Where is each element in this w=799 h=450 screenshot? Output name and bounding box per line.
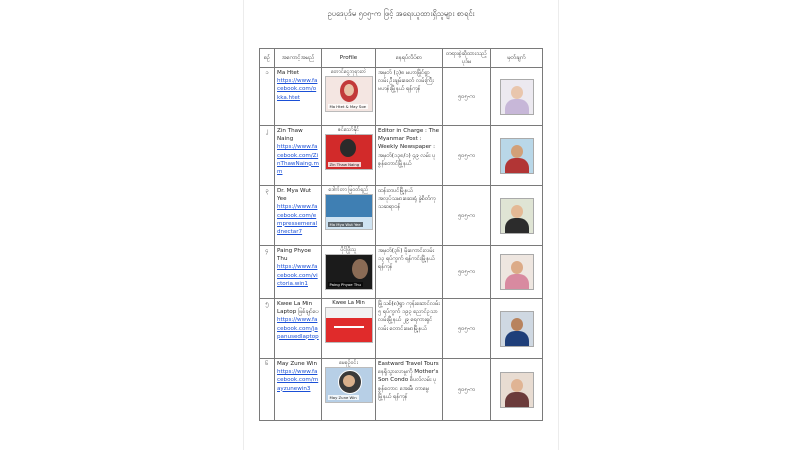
- profile-caption: Paing Phyoe Thu: [329, 281, 361, 287]
- person-photo: [500, 138, 534, 174]
- account-link[interactable]: https://www.facebook.com/mayzunewin3: [277, 369, 319, 392]
- row-number: ၅: [260, 299, 275, 359]
- account-link[interactable]: https://www.facebook.com/victoria.win1: [277, 264, 318, 287]
- section-cell: ၅၀၅-က: [443, 126, 491, 186]
- address-cell: အမှတ်(၃၆) မိုးကောင်းလမ်း ၁၃ ရပ်ကွက် ရန်ကင်းမြို့နယ် ရန်ကုန်: [376, 246, 443, 299]
- profile-cell: [322, 126, 376, 186]
- remark-cell: [491, 299, 543, 359]
- account-cell: [275, 246, 322, 299]
- account-name: Zin Thaw Naing: [277, 128, 303, 143]
- header-no: စဉ်: [260, 49, 275, 68]
- account-name: Ma Htet: [277, 70, 300, 77]
- remark-cell: [491, 359, 543, 421]
- account-link[interactable]: https://www.facebook.com/japanusedlaptop: [277, 317, 319, 340]
- address-cell: Editor in Charge : The Myanmar Post : Weekly Newspaper : အမှတ်(၁၃၈/၁) ၄၉ လမ်း ပုဇွန်တောင်မြို့နယ်: [376, 126, 443, 186]
- section-cell: ၅၀၅-က: [443, 246, 491, 299]
- profile-cell: [322, 246, 376, 299]
- account-cell: [275, 299, 322, 359]
- account-cell: [275, 359, 322, 421]
- section-cell: ၅၀၅-က: [443, 359, 491, 421]
- profile-name: တောင်ငွေဘုရားတဲ: [330, 69, 367, 76]
- profile-cell: [322, 68, 376, 126]
- profile-image: [325, 134, 373, 170]
- person-photo: [500, 372, 534, 408]
- profile-name: ဇင်သော်နိုင်: [337, 127, 360, 134]
- row-number: ၁: [260, 68, 275, 126]
- account-link[interactable]: https://www.facebook.com/ZinThawNaing.mm: [277, 144, 319, 175]
- table-row: [260, 359, 543, 421]
- profile-image: [325, 194, 373, 230]
- table-row: [260, 299, 543, 359]
- table-row: [260, 126, 543, 186]
- account-cell: [275, 68, 322, 126]
- profile-caption: Ma Mya Wut Yee: [329, 221, 361, 227]
- account-link[interactable]: https://www.facebook.com/empressemeraldnectar7: [277, 204, 318, 235]
- account-link[interactable]: https://www.facebook.com/okka.htet: [277, 78, 318, 101]
- row-number: ၄: [260, 246, 275, 299]
- profile-image: [325, 367, 373, 403]
- header-remark: မှတ်ချက်: [491, 49, 543, 68]
- row-number: ၃: [260, 186, 275, 246]
- section-cell: ၅၀၅-က: [443, 299, 491, 359]
- person-photo: [500, 198, 534, 234]
- profile-cell: [322, 186, 376, 246]
- table-row: [260, 186, 543, 246]
- remark-cell: [491, 126, 543, 186]
- remark-cell: [491, 68, 543, 126]
- address-cell: Eastward Travel Tours နေရှိသွားလာမှုကို Mother's Son Condo စိပလ်လမ်း ပုဇွန်တောင အေးမီ၊ တာမွေမြို့နယ် ရန်ကုန်: [376, 359, 443, 421]
- profile-cell: [322, 299, 376, 359]
- remark-cell: [491, 246, 543, 299]
- account-cell: [275, 186, 322, 246]
- profile-name: မေစုဉ်ဝင်း: [339, 360, 358, 367]
- profile-name: ပိုင်ဖြိုးသူ: [340, 247, 357, 254]
- profile-name: ဒေါက်တာ မြဝတ်ရည်: [328, 187, 369, 194]
- profile-caption: Ma Htet & May Soe: [329, 103, 366, 109]
- header-section: တရားစွဲဆိုထားသည့်ပုဒ်မ: [443, 49, 491, 68]
- address-cell: ထန်းတပင်မြို့နယ် အလုပ်သမားဆေးရုံ ခွဲစိတ်ကုသဆရာဝန်: [376, 186, 443, 246]
- header-account: အကောင့်အမည်: [275, 49, 322, 68]
- row-number: ၆: [260, 359, 275, 421]
- profile-image: [325, 307, 373, 343]
- person-photo: [500, 254, 534, 290]
- profile-caption: Zin Thaw Naing: [329, 161, 360, 167]
- account-cell: [275, 126, 322, 186]
- profile-image: [325, 76, 373, 112]
- profile-caption: May Zune Win: [329, 394, 357, 400]
- person-photo: [500, 79, 534, 115]
- header-profile: Profile: [322, 49, 376, 68]
- account-name: Paing Phyoe Thu: [277, 248, 312, 263]
- profile-name: Kwee La Min: [332, 300, 365, 307]
- table-row: [260, 68, 543, 126]
- account-name: Dr. Mya Wut Yee: [277, 188, 312, 203]
- profile-cell: [322, 359, 376, 421]
- table-row: [260, 246, 543, 299]
- account-name: Kwee La Min Laptop ဖြစ်ချင်ပေ: [277, 301, 319, 316]
- table-header-row: [260, 49, 543, 68]
- section-cell: ၅၀၅-က: [443, 186, 491, 246]
- profile-image: [325, 254, 373, 290]
- section-cell: ၅၀၅-က: [443, 68, 491, 126]
- account-name: May Zune Win: [277, 361, 317, 368]
- accused-table: [259, 48, 543, 421]
- person-photo: [500, 311, 534, 347]
- document-page: [243, 0, 559, 450]
- address-cell: မြို့သစ်(၈)ရွာ ကုန်းဆောင်လမ်း ၅ ရပ်ကွက် ၁၉၃ ညောင်ဥသာလမ်းမြို့နယ် ၂၉ ရေကားရှင် လမ်း တောင်းမောမြို့နယ်: [376, 299, 443, 359]
- header-address: နေရပ်လိပ်စာ: [376, 49, 443, 68]
- address-cell: အမှတ် (၃)၈ မဟာမြိုင်ရွာ လမ်း ဦးချမ်းခေတ် လမ်းကြီးဗဟန်းမြို့နယ် ရန်ကုန်: [376, 68, 443, 126]
- remark-cell: [491, 186, 543, 246]
- row-number: ၂: [260, 126, 275, 186]
- document-title: ဥပဒေပုဒ်မ ၅၀၅-က ဖြင့် အရေးယူထားရှိသူများ စာရင်း: [327, 9, 475, 18]
